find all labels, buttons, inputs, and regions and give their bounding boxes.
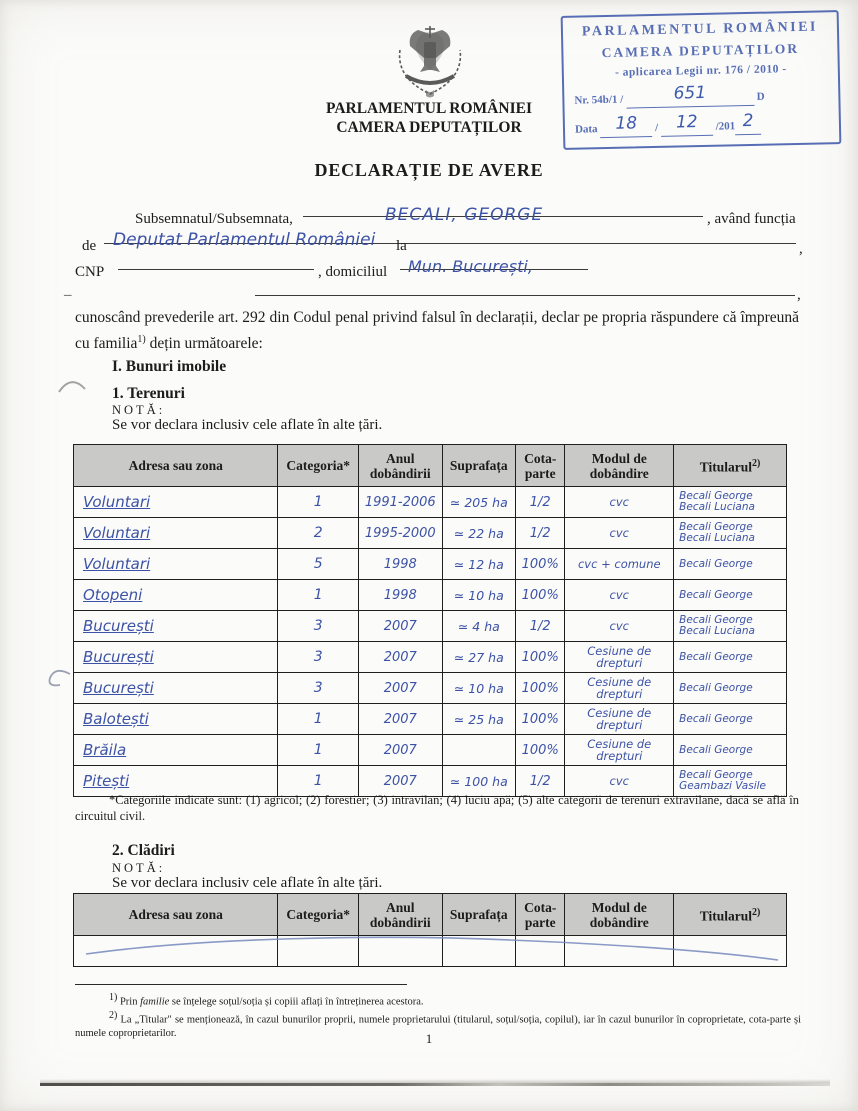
cell-categoria: 1 bbox=[278, 487, 359, 518]
column-header: Modul de dobândire bbox=[565, 445, 674, 487]
cell-anul: 2007 bbox=[358, 611, 442, 642]
name-value: BECALI, GEORGE bbox=[385, 205, 544, 225]
column-header: Suprafața bbox=[442, 445, 516, 487]
footnote-2-text: La „Titular" se menționează, în cazul bunurilor proprii, numele proprietarului (titularul, soțul/soția, copilul), iar în cazul bunurilor în coproprietate, cota-parte și numele coproprietarilor. bbox=[75, 1014, 801, 1039]
cell-cota: 100% bbox=[516, 735, 565, 766]
stamp-number-label: Nr. 54b/1 / bbox=[574, 93, 624, 107]
cell-adresa: București bbox=[74, 642, 278, 673]
footnote-1-rest: se înțelege soțul/soția și copiii aflați în întreținerea acestora. bbox=[169, 996, 424, 1008]
pen-strike-mark bbox=[80, 932, 786, 964]
nota-text-2: Se vor declara inclusiv cele aflate în alte țări. bbox=[112, 875, 383, 891]
column-header: Titularul$^{2)}$ bbox=[674, 445, 787, 487]
cell-suprafata: ≃ 100 ha bbox=[442, 766, 516, 797]
cell-categoria: 1 bbox=[278, 766, 359, 797]
cell-anul: 1995-2000 bbox=[358, 518, 442, 549]
cell-titular: Becali George bbox=[674, 549, 787, 580]
romania-coat-of-arms-icon bbox=[392, 20, 468, 102]
cell-modul: cvc bbox=[565, 518, 674, 549]
cell-adresa: Brăila bbox=[74, 735, 278, 766]
categories-footnote: *Categoriile indicate sunt: (1) agricol; (2) forestier; (3) intravilan; (4) luciu apă; (5) alte categorii de terenuri extravilane, dacă se află în circuitul civil. bbox=[75, 793, 799, 823]
line2-comma: , bbox=[799, 241, 803, 257]
table-row bbox=[74, 735, 787, 766]
cell-anul: 2007 bbox=[358, 704, 442, 735]
cell-titular: Becali George bbox=[674, 580, 787, 611]
stamp-date-year-digit: 2 bbox=[742, 110, 754, 132]
terenuri-header-row bbox=[74, 445, 787, 487]
subsemnatul-label: Subsemnatul/Subsemnata, bbox=[135, 211, 293, 227]
cell-anul: 2007 bbox=[358, 673, 442, 704]
table-row bbox=[74, 642, 787, 673]
nota-text-1: Se vor declara inclusiv cele aflate în alte țări. bbox=[112, 417, 383, 433]
cell-modul: Cesiune de drepturi bbox=[565, 735, 674, 766]
la-label: la bbox=[396, 238, 407, 254]
column-header: Modul de dobândire bbox=[565, 894, 674, 936]
column-header: Suprafața bbox=[442, 894, 516, 936]
cell-titular: Becali George Becali Luciana bbox=[674, 518, 787, 549]
table-row bbox=[74, 611, 787, 642]
cell-cota: 1/2 bbox=[516, 611, 565, 642]
cell-adresa: Pitești bbox=[74, 766, 278, 797]
cell-adresa: Voluntari bbox=[74, 518, 278, 549]
cell-categoria: 3 bbox=[278, 673, 359, 704]
column-header: Adresa sau zona bbox=[74, 445, 278, 487]
stamp-date-sep: / bbox=[654, 121, 659, 134]
footnote-separator bbox=[75, 984, 407, 985]
cell-anul: 2007 bbox=[358, 642, 442, 673]
cell-suprafata: ≃ 205 ha bbox=[442, 487, 516, 518]
table-row bbox=[74, 487, 787, 518]
section-cladiri: 2. Clădiri bbox=[112, 842, 175, 859]
section-terenuri: 1. Terenuri bbox=[112, 385, 185, 402]
cell-cota: 1/2 bbox=[516, 766, 565, 797]
table-row bbox=[74, 518, 787, 549]
cell-categoria: 2 bbox=[278, 518, 359, 549]
stamp-number-suffix: D bbox=[756, 90, 765, 103]
cell-adresa: Voluntari bbox=[74, 487, 278, 518]
cell-suprafata: ≃ 22 ha bbox=[442, 518, 516, 549]
function-value: Deputat Parlamentul României bbox=[113, 230, 376, 250]
cladiri-header-row bbox=[74, 894, 787, 936]
table-row bbox=[74, 673, 787, 704]
cell-titular: Becali George Becali Luciana bbox=[674, 487, 787, 518]
cell-categoria: 3 bbox=[278, 611, 359, 642]
org-line2: CAMERA DEPUTAȚILOR bbox=[336, 119, 522, 136]
footnote-1-term: familie bbox=[140, 996, 170, 1008]
column-header: Categoria* bbox=[278, 445, 359, 487]
cell-adresa: Otopeni bbox=[74, 580, 278, 611]
cell-adresa: București bbox=[74, 611, 278, 642]
cell-cota: 100% bbox=[516, 673, 565, 704]
footnote-1-pre: Prin bbox=[117, 996, 141, 1008]
paragraph-text-2: dețin următoarele: bbox=[145, 335, 263, 353]
stamp-org-line1: PARLAMENTUL ROMÂNIEI bbox=[581, 19, 819, 40]
cell-categoria: 1 bbox=[278, 735, 359, 766]
page-number: 1 bbox=[425, 1031, 433, 1046]
page-bottom-edge bbox=[40, 1083, 830, 1086]
blank-underline bbox=[255, 275, 795, 296]
nota-label-1: NOTĂ: bbox=[112, 403, 166, 417]
paragraph-footnote-ref: 1) bbox=[137, 334, 146, 345]
terenuri-table-body bbox=[74, 487, 787, 797]
cell-modul: Cesiune de drepturi bbox=[565, 642, 674, 673]
cnp-label: CNP bbox=[75, 264, 105, 280]
org-line1: PARLAMENTUL ROMÂNIEI bbox=[326, 100, 532, 117]
cell-cota: 100% bbox=[516, 642, 565, 673]
cell-categoria: 1 bbox=[278, 580, 359, 611]
stamp-org-line2: CAMERA DEPUTAȚILOR bbox=[601, 40, 800, 61]
column-header: Titularul$^{2)}$ bbox=[674, 894, 787, 936]
cell-categoria: 3 bbox=[278, 642, 359, 673]
org-heading bbox=[0, 99, 858, 137]
cell-modul: Cesiune de drepturi bbox=[565, 704, 674, 735]
terenuri-table bbox=[73, 444, 787, 797]
cell-cota: 100% bbox=[516, 549, 565, 580]
cell-adresa: Voluntari bbox=[74, 549, 278, 580]
cell-suprafata: ≃ 10 ha bbox=[442, 673, 516, 704]
cell-anul: 1991-2006 bbox=[358, 487, 442, 518]
column-header: Adresa sau zona bbox=[74, 894, 278, 936]
stamp-law-line: - aplicarea Legii nr. 176 / 2010 - bbox=[614, 63, 787, 79]
cell-anul: 2007 bbox=[358, 766, 442, 797]
pen-curl-mark-1 bbox=[56, 376, 88, 396]
cell-titular: Becali George bbox=[674, 704, 787, 735]
column-header: Anul dobândirii bbox=[358, 445, 442, 487]
cell-categoria: 1 bbox=[278, 704, 359, 735]
stamp-date-day: 18 bbox=[615, 113, 638, 134]
cell-modul: cvc bbox=[565, 487, 674, 518]
cell-modul: cvc bbox=[565, 580, 674, 611]
cell-cota: 100% bbox=[516, 580, 565, 611]
cell-suprafata: ≃ 12 ha bbox=[442, 549, 516, 580]
column-header: Anul dobândirii bbox=[358, 894, 442, 936]
section-bunuri-imobile: I. Bunuri imobile bbox=[112, 358, 227, 375]
cell-titular: Becali George bbox=[674, 642, 787, 673]
cell-suprafata bbox=[442, 735, 516, 766]
cell-cota: 1/2 bbox=[516, 487, 565, 518]
footnote-2-marker: 2) bbox=[109, 1010, 118, 1021]
footnote-1 bbox=[75, 991, 801, 1009]
stamp-date-year-prefix: /201 bbox=[715, 120, 736, 133]
cell-suprafata: ≃ 4 ha bbox=[442, 611, 516, 642]
avand-functia-label: , având funcția bbox=[707, 211, 796, 227]
cnp-underline bbox=[118, 249, 314, 270]
pen-curl-mark-2 bbox=[45, 668, 73, 692]
nota-label-2: NOTĂ: bbox=[112, 861, 166, 875]
table-row bbox=[74, 704, 787, 735]
domicile-value: Mun. București, bbox=[408, 257, 533, 276]
cell-modul: Cesiune de drepturi bbox=[565, 673, 674, 704]
stamp-number-value: 651 bbox=[673, 82, 707, 104]
column-header: Categoria* bbox=[278, 894, 359, 936]
cell-titular: Becali George Becali Luciana bbox=[674, 611, 787, 642]
table-row bbox=[74, 580, 787, 611]
column-header: Cota-parte bbox=[516, 445, 565, 487]
cell-modul: cvc bbox=[565, 611, 674, 642]
cell-modul: cvc + comune bbox=[565, 549, 674, 580]
cell-suprafata: ≃ 25 ha bbox=[442, 704, 516, 735]
cell-cota: 100% bbox=[516, 704, 565, 735]
cell-anul: 2007 bbox=[358, 735, 442, 766]
cell-adresa: București bbox=[74, 673, 278, 704]
cell-titular: Becali George Geambazi Vasile bbox=[674, 766, 787, 797]
footnote-1-marker: 1) bbox=[109, 992, 118, 1003]
paragraph-text-1: cunoscând prevederile art. 292 din Codul penal privind falsul în declarații, declar pe propria răspundere că împreună cu familia bbox=[75, 309, 799, 353]
stamp-date-label: Data bbox=[574, 123, 598, 136]
cell-anul: 1998 bbox=[358, 580, 442, 611]
stamp-date-month: 12 bbox=[675, 112, 698, 133]
declaration-paragraph bbox=[75, 307, 799, 355]
domiciliul-label: , domiciliul bbox=[318, 264, 388, 280]
table-row bbox=[74, 549, 787, 580]
cell-modul: cvc bbox=[565, 766, 674, 797]
cell-categoria: 5 bbox=[278, 549, 359, 580]
de-label: de bbox=[82, 238, 97, 254]
cell-adresa: Balotești bbox=[74, 704, 278, 735]
line4-comma: , bbox=[797, 287, 801, 303]
cell-cota: 1/2 bbox=[516, 518, 565, 549]
cell-titular: Becali George bbox=[674, 735, 787, 766]
column-header: Cota-parte bbox=[516, 894, 565, 936]
page-title: DECLARAȚIE DE AVERE bbox=[314, 160, 544, 180]
cell-titular: Becali George bbox=[674, 673, 787, 704]
cell-suprafata: ≃ 27 ha bbox=[442, 642, 516, 673]
margin-dash: – bbox=[64, 287, 72, 303]
cell-suprafata: ≃ 10 ha bbox=[442, 580, 516, 611]
cell-anul: 1998 bbox=[358, 549, 442, 580]
